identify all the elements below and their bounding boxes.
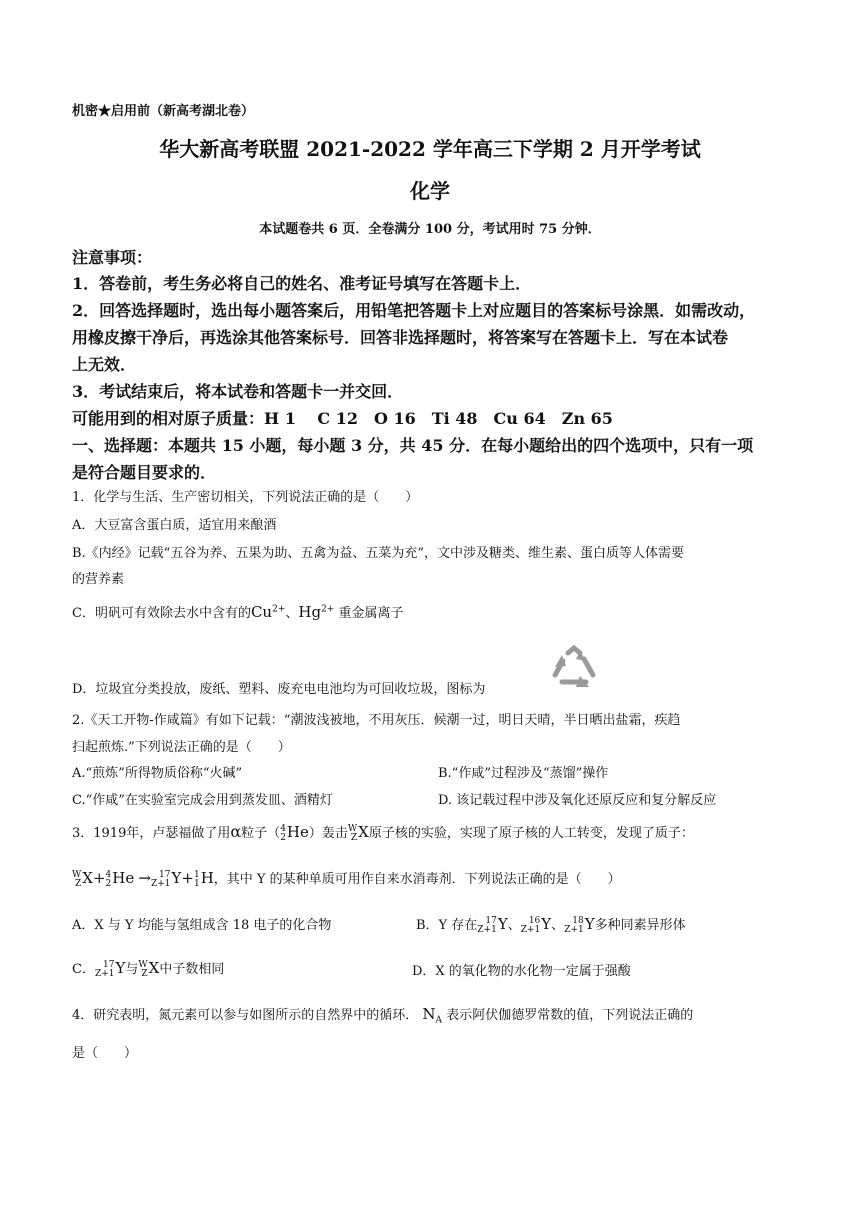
b-y16-z: Z+1 <box>520 924 541 935</box>
c-y-mass: 17 <box>103 959 115 970</box>
q1-option-b2: 的营养素 <box>72 572 125 587</box>
atomic-masses: 可能用到的相对原子质量：H 1 C 12 O 16 Ti 48 Cu 64 Zn 65 <box>72 409 613 428</box>
section-heading-b: 是符合题目要求的． <box>72 463 217 482</box>
eq-y: Y <box>171 869 182 887</box>
q3-option-c <box>72 958 224 979</box>
eq-x-mass: W <box>72 869 82 880</box>
c-y-z: Z+1 <box>94 968 115 979</box>
eq-h-index <box>194 871 200 889</box>
cu-charge: 2+ <box>272 604 286 615</box>
q3-b-pre: B．Y 存在 <box>416 918 478 933</box>
eq-he-z: 2 <box>105 878 112 889</box>
x-mass: W <box>347 823 358 834</box>
q4-stem-1 <box>72 1004 693 1026</box>
eq-x-z: Z <box>75 878 82 889</box>
q3-stem-mid: 粒子（ <box>241 826 281 841</box>
b-y17-z: Z+1 <box>477 924 497 935</box>
q4-stem-post: 表示阿伏伽德罗常数的值，下列说法正确的 <box>446 1008 694 1023</box>
q3-stem-mid2: ）轰击 <box>308 826 348 841</box>
cu-ion: Cu <box>250 603 273 621</box>
q4-stem-2: 是（ ） <box>72 1046 138 1061</box>
q2-option-a: A.“煎炼”所得物质俗称“火碱” <box>72 766 243 781</box>
notes-heading: 注意事项： <box>72 248 153 267</box>
x-z: Z <box>350 832 358 843</box>
q3-equation-line <box>72 868 621 889</box>
q2-option-b: B.“作咸”过程涉及“蒸馏”操作 <box>438 766 609 781</box>
eq-y-index <box>151 871 171 889</box>
section-heading-a: 一、选择题：本题共 15 小题，每小题 3 分，共 45 分．在每小题给出的四个选项中，只有一项 <box>72 436 754 455</box>
b-y16-index <box>521 917 541 935</box>
b-y18: Y <box>584 915 595 933</box>
b-y16: Y <box>541 915 552 933</box>
q3-option-a: A．X 与 Y 均能与氢组成含 18 电子的化合物 <box>72 918 332 933</box>
eq-y-mass: 17 <box>159 869 171 880</box>
note-2b: 用橡皮擦干净后，再选涂其他答案标号．回答非选择题时，将答案写在答题卡上．写在本试卷 <box>72 328 729 347</box>
q1-c-text: C．明矾可有效除去水中含有的 <box>72 606 251 621</box>
eq-h-mass: 1 <box>193 869 200 880</box>
q2-stem-2: 扫起煎炼.”下列说法正确的是（ ） <box>72 740 291 755</box>
q3-stem-pre: 3．1919年，卢瑟福做了用 <box>72 826 231 841</box>
b-y18-mass: 18 <box>572 915 584 926</box>
q1-option-c <box>72 602 404 621</box>
eq-h-z: 1 <box>193 878 200 889</box>
q3-stem-post: 原子核的实验，实现了原子核的人工转变，发现了质子： <box>368 826 694 841</box>
b-sep2: 、 <box>551 918 565 933</box>
q1-option-a: A．大豆富含蛋白质，适宜用来酿酒 <box>72 518 277 533</box>
exam-title: 华大新高考联盟 2021-2022 学年高三下学期 2 月开学考试 <box>159 137 701 161</box>
eq-plus2: + <box>181 869 194 887</box>
q3-option-b <box>416 914 686 935</box>
he-symbol: He <box>286 823 309 841</box>
q3-c-mid: 与 <box>125 962 139 977</box>
x-symbol: X <box>358 823 369 841</box>
eq-he-index <box>106 871 112 889</box>
q1-c-sep: 、 <box>285 606 299 621</box>
eq-he-mass: 4 <box>105 869 112 880</box>
note-2a: 2．回答选择题时，选出每小题答案后，用铅笔把答题卡上对应题目的答案标号涂黑．如需改动， <box>72 301 756 320</box>
eq-x-index <box>72 871 81 889</box>
exam-info: 本试题卷共 6 页．全卷满分 100 分，考试用时 75 分钟． <box>259 222 601 237</box>
he-mass: 4 <box>280 823 286 834</box>
subject-title: 化学 <box>410 179 450 203</box>
q1-option-d: D．垃圾宜分类投放，废纸、塑料、废充电电池均为可回收垃圾，图标为 <box>72 682 486 697</box>
alpha-symbol: α <box>230 822 242 841</box>
eq-plus: + <box>92 869 106 887</box>
c-x-mass: W <box>138 959 148 970</box>
eq-y-z: Z+1 <box>150 878 171 889</box>
b-y16-mass: 16 <box>528 915 541 926</box>
q1-option-b1: B.《内经》记载“五谷为养、五果为助、五禽为益、五菜为充”，文中涉及糖类、维生素、蛋白质等人体需要 <box>72 546 684 561</box>
b-y18-z: Z+1 <box>564 924 584 935</box>
c-x-index <box>138 961 147 979</box>
b-sep1: 、 <box>507 918 521 933</box>
q2-option-c: C.“作咸”在实验室完成会用到蒸发皿、酒精灯 <box>72 793 333 808</box>
q1-stem: 1．化学与生活、生产密切相关，下列说法正确的是（ ） <box>72 490 419 505</box>
c-y: Y <box>115 959 126 977</box>
hg-ion: Hg <box>298 603 322 621</box>
q1-c-post: 重金属离子 <box>338 606 404 621</box>
note-1: 1．答卷前，考生务必将自己的姓名、准考证号填写在答题卡上． <box>72 274 532 293</box>
q3-stem-2-post: ，其中 Y 的某种单质可用作自来水消毒剂．下列说法正确的是（ ） <box>213 872 621 887</box>
note-3: 3．考试结束后，将本试卷和答题卡一并交回． <box>72 382 404 401</box>
secret-label: 机密★启用前（新高考湖北卷） <box>72 104 255 119</box>
q3-option-d: D．X 的氧化物的水化物一定属于强酸 <box>412 964 631 979</box>
c-y-index <box>95 961 115 979</box>
recycle-icon <box>550 645 598 689</box>
b-y17-index <box>477 917 497 935</box>
eq-h: H <box>200 869 214 887</box>
b-y17-mass: 17 <box>485 915 497 926</box>
q3-c-post: 中子数相同 <box>159 962 225 977</box>
na-sub: A <box>435 1015 443 1026</box>
q3-c-pre: C． <box>72 962 95 977</box>
q2-stem-1: 2.《天工开物-作咸篇》有如下记载：“潮波浅被地，不用灰压．候潮一过，明日天晴，半日晒出盐霜，疾趋 <box>72 713 681 728</box>
he-nuclide-index <box>280 825 286 843</box>
hg-charge: 2+ <box>321 604 335 615</box>
c-x: X <box>148 959 160 977</box>
q2-option-d: D. 该记载过程中涉及氧化还原反应和复分解反应 <box>438 793 717 808</box>
b-y18-index <box>564 917 584 935</box>
q3-stem-1 <box>72 822 694 843</box>
eq-arrow: → <box>138 869 151 887</box>
he-z: 2 <box>280 832 286 843</box>
eq-he: He <box>112 869 135 887</box>
na-symbol: N <box>422 1005 436 1023</box>
q3-b-post: 多种同素异形体 <box>594 918 686 933</box>
note-2c: 上无效． <box>72 355 137 374</box>
b-y17: Y <box>497 915 508 933</box>
eq-x: X <box>82 869 93 887</box>
x-nuclide-index <box>348 825 357 843</box>
q4-stem-pre: 4．研究表明，氮元素可以参与如图所示的自然界中的循环． <box>72 1008 419 1023</box>
c-x-z: Z <box>141 968 148 979</box>
